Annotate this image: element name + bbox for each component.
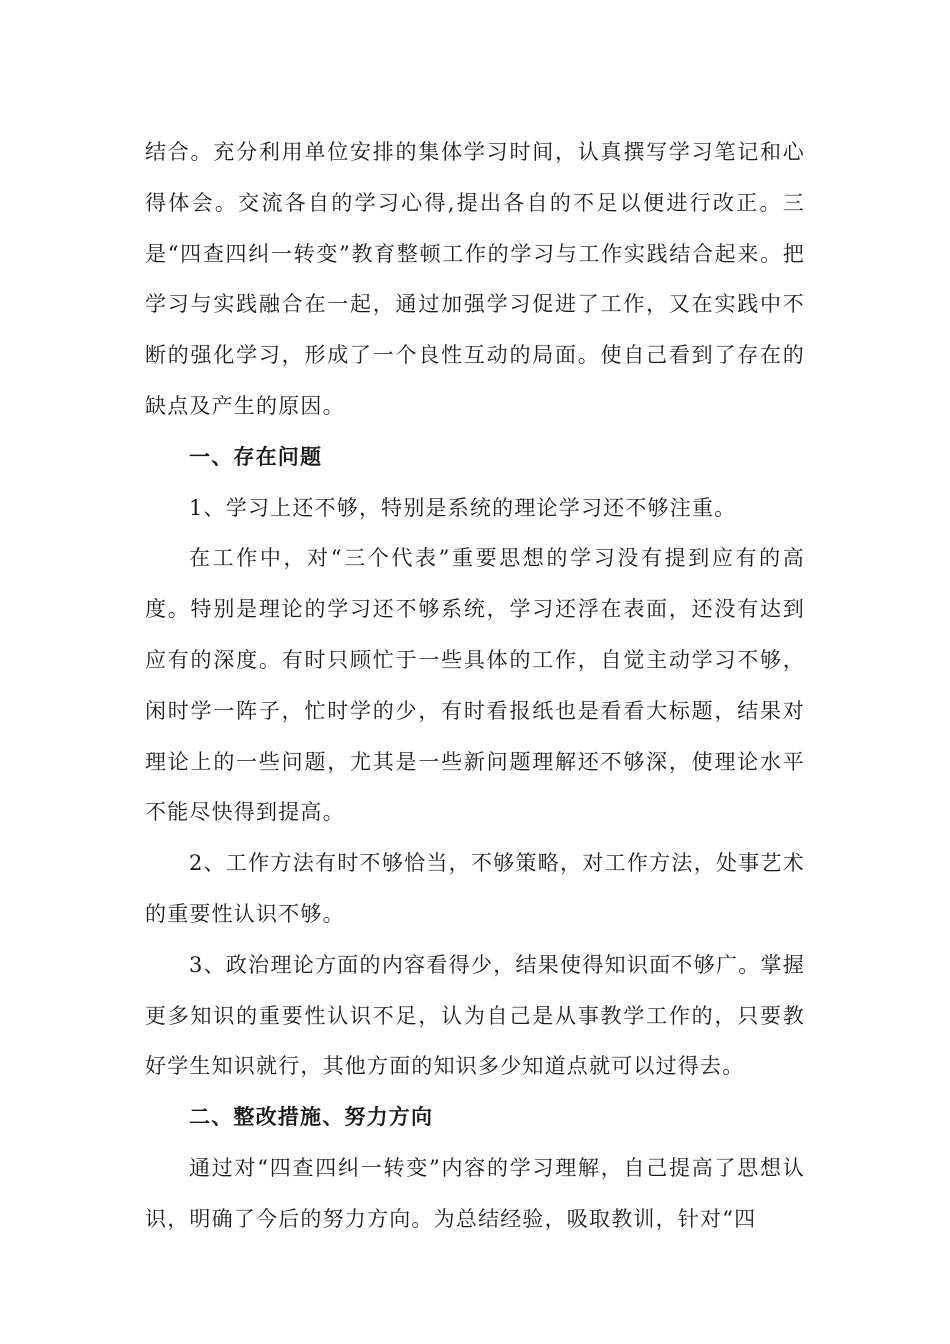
paragraph-intro: 结合。充分利用单位安排的集体学习时间，认真撰写学习笔记和心得体会。交流各自的学习心得,提出各自的不足以便进行改正。三是“四查四纠一转变”教育整顿工作的学习与工作实践结合起来。把学习与实践融合在一起，通过加强学习促进了工作，又在实践中不断的强化学习，形成了一个良性互动的局面。使自己看到了存在的缺点及产生的原因。	[145, 140, 805, 418]
section-heading-problems: 一、存在问题	[189, 443, 323, 469]
paragraph-problem-3: 3、政治理论方面的内容看得少，结果使得知识面不够广。掌握更多知识的重要性认识不足，认为自己是从事教学工作的，只要教好学生知识就行，其他方面的知识多少知道点就可以过得去。	[145, 952, 805, 1079]
paragraph-problem-1-detail: 在工作中，对“三个代表”重要思想的学习没有提到应有的高度。特别是理论的学习还不够系统，学习还浮在表面，还没有达到应有的深度。有时只顾忙于一些具体的工作，自觉主动学习不够，闲时学一阵子，忙时学的少，有时看报纸也是看看大标题，结果对理论上的一些问题，尤其是一些新问题理解还不够深，使理论水平不能尽快得到提高。	[145, 546, 805, 825]
section-heading-measures: 二、整改措施、努力方向	[189, 1104, 434, 1130]
paragraph-problem-2: 2、工作方法有时不够恰当，不够策略，对工作方法，处事艺术的重要性认识不够。	[145, 851, 805, 926]
document-body	[145, 127, 805, 1245]
paragraph-problem-1: 1、学习上还不够，特别是系统的理论学习还不够注重。	[189, 495, 737, 520]
paragraph-measures-intro: 通过对“四查四纠一转变”内容的学习理解，自己提高了思想认识，明确了今后的努力方向。为总结经验，吸取教训，针对“四	[145, 1155, 805, 1231]
